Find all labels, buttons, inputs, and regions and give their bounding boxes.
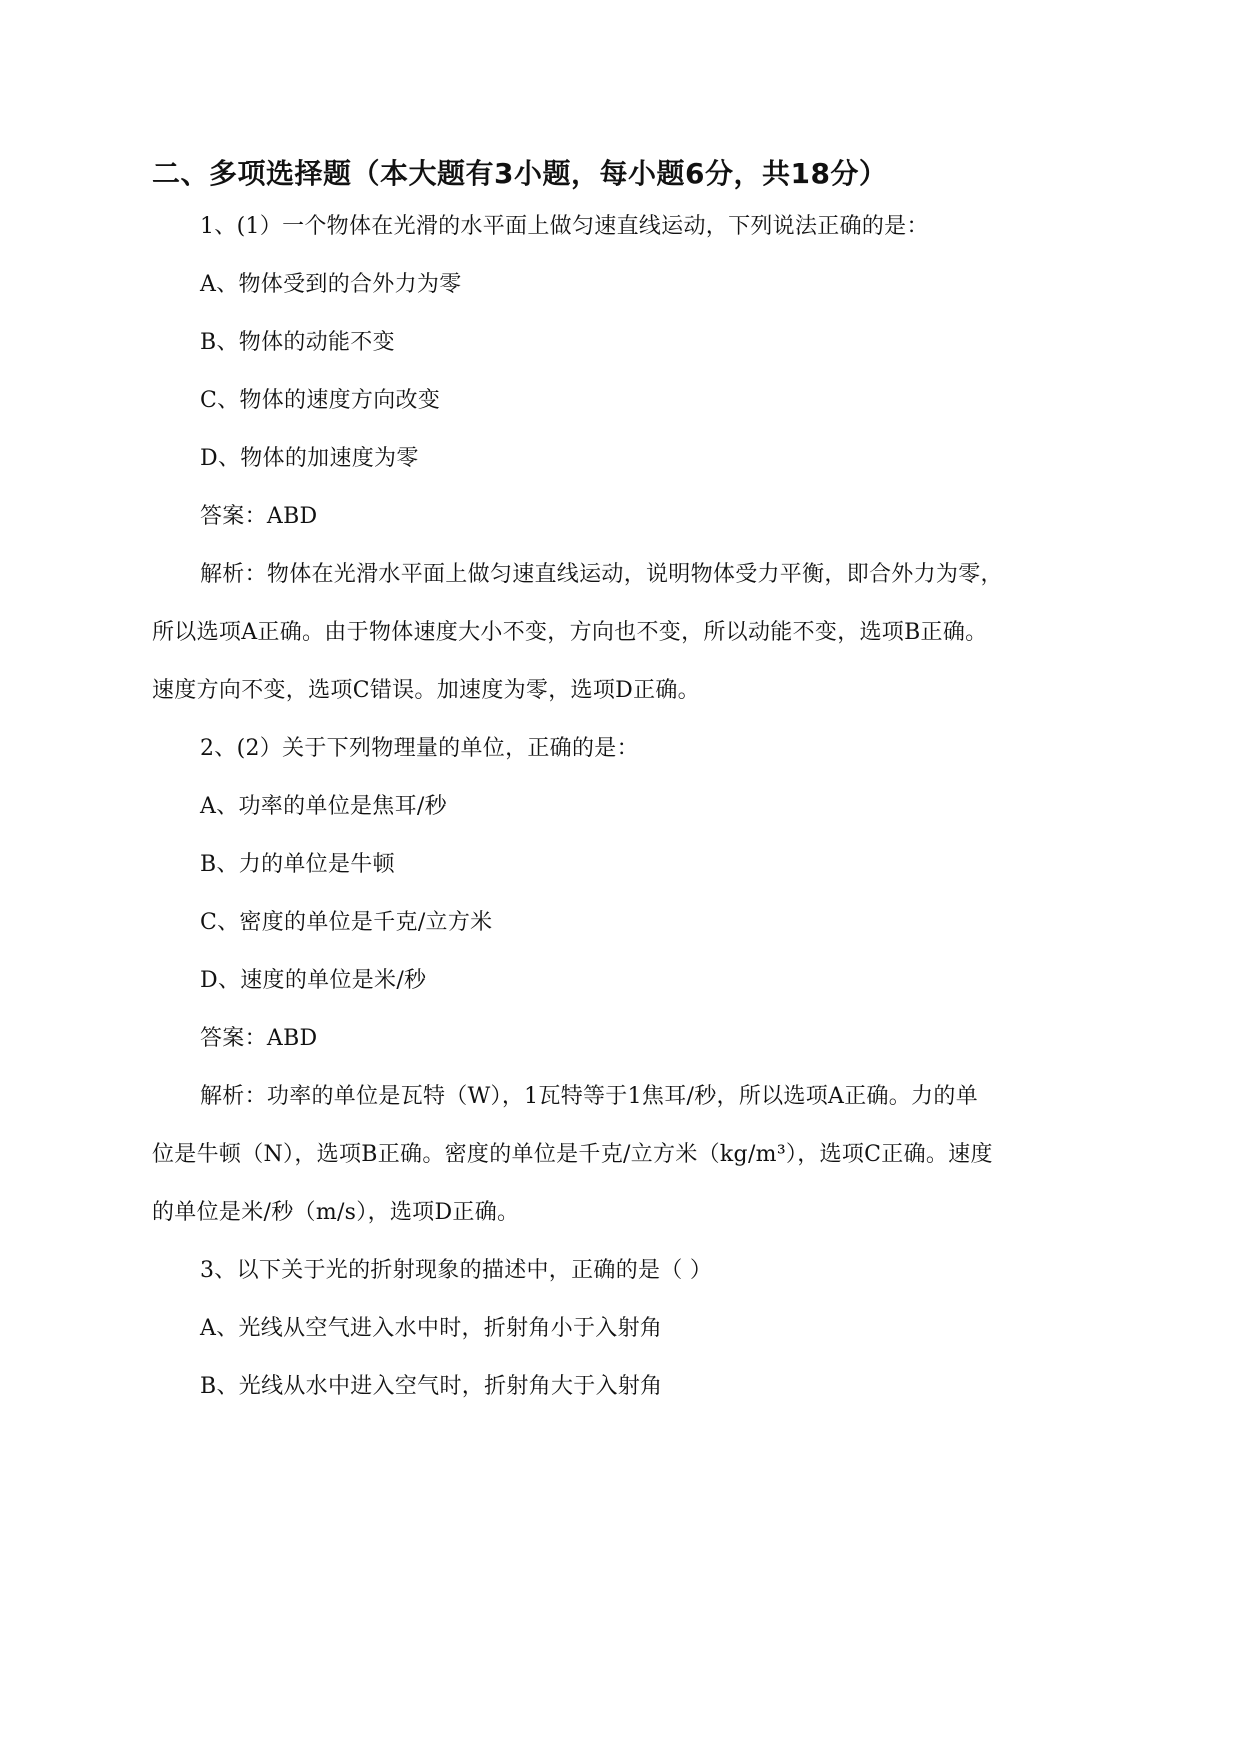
section-heading: 二、多项选择题（本大题有3小题，每小题6分，共18分） bbox=[152, 157, 888, 190]
question-2-analysis-line-3: 的单位是米/秒（m/s），选项D正确。 bbox=[152, 1200, 520, 1225]
question-2-stem: 2、(2）关于下列物理量的单位，正确的是： bbox=[200, 736, 639, 761]
question-1-stem: 1、(1）一个物体在光滑的水平面上做匀速直线运动，下列说法正确的是： bbox=[200, 214, 929, 239]
question-1-option-c: C、物体的速度方向改变 bbox=[200, 388, 441, 413]
question-1-option-d: D、物体的加速度为零 bbox=[200, 446, 419, 471]
question-2-option-d: D、速度的单位是米/秒 bbox=[200, 968, 427, 993]
question-2-option-b: B、力的单位是牛顿 bbox=[200, 852, 395, 877]
question-2-answer: 答案：ABD bbox=[200, 1026, 318, 1051]
question-3-stem: 3、以下关于光的折射现象的描述中，正确的是（ ） bbox=[200, 1258, 713, 1283]
question-3-option-b: B、光线从水中进入空气时，折射角大于入射角 bbox=[200, 1374, 663, 1399]
question-2-option-c: C、密度的单位是千克/立方米 bbox=[200, 910, 493, 935]
question-2-analysis-line-2: 位是牛顿（N），选项B正确。密度的单位是千克/立方米（kg/m³），选项C正确。速度 bbox=[152, 1142, 993, 1167]
question-3-option-a: A、光线从空气进入水中时，折射角小于入射角 bbox=[200, 1316, 663, 1341]
question-1-analysis-line-2: 所以选项A正确。由于物体速度大小不变，方向也不变，所以动能不变，选项B正确。 bbox=[152, 620, 988, 645]
question-2-option-a: A、功率的单位是焦耳/秒 bbox=[200, 794, 447, 819]
question-1-answer: 答案：ABD bbox=[200, 504, 318, 529]
question-1-option-b: B、物体的动能不变 bbox=[200, 330, 395, 355]
question-1-analysis-line-3: 速度方向不变，选项C错误。加速度为零，选项D正确。 bbox=[152, 678, 700, 703]
question-1-option-a: A、物体受到的合外力为零 bbox=[200, 272, 462, 297]
question-1-analysis-line-1: 解析：物体在光滑水平面上做匀速直线运动，说明物体受力平衡，即合外力为零， bbox=[200, 562, 1003, 587]
question-2-analysis-line-1: 解析：功率的单位是瓦特（W），1瓦特等于1焦耳/秒，所以选项A正确。力的单 bbox=[200, 1084, 979, 1109]
